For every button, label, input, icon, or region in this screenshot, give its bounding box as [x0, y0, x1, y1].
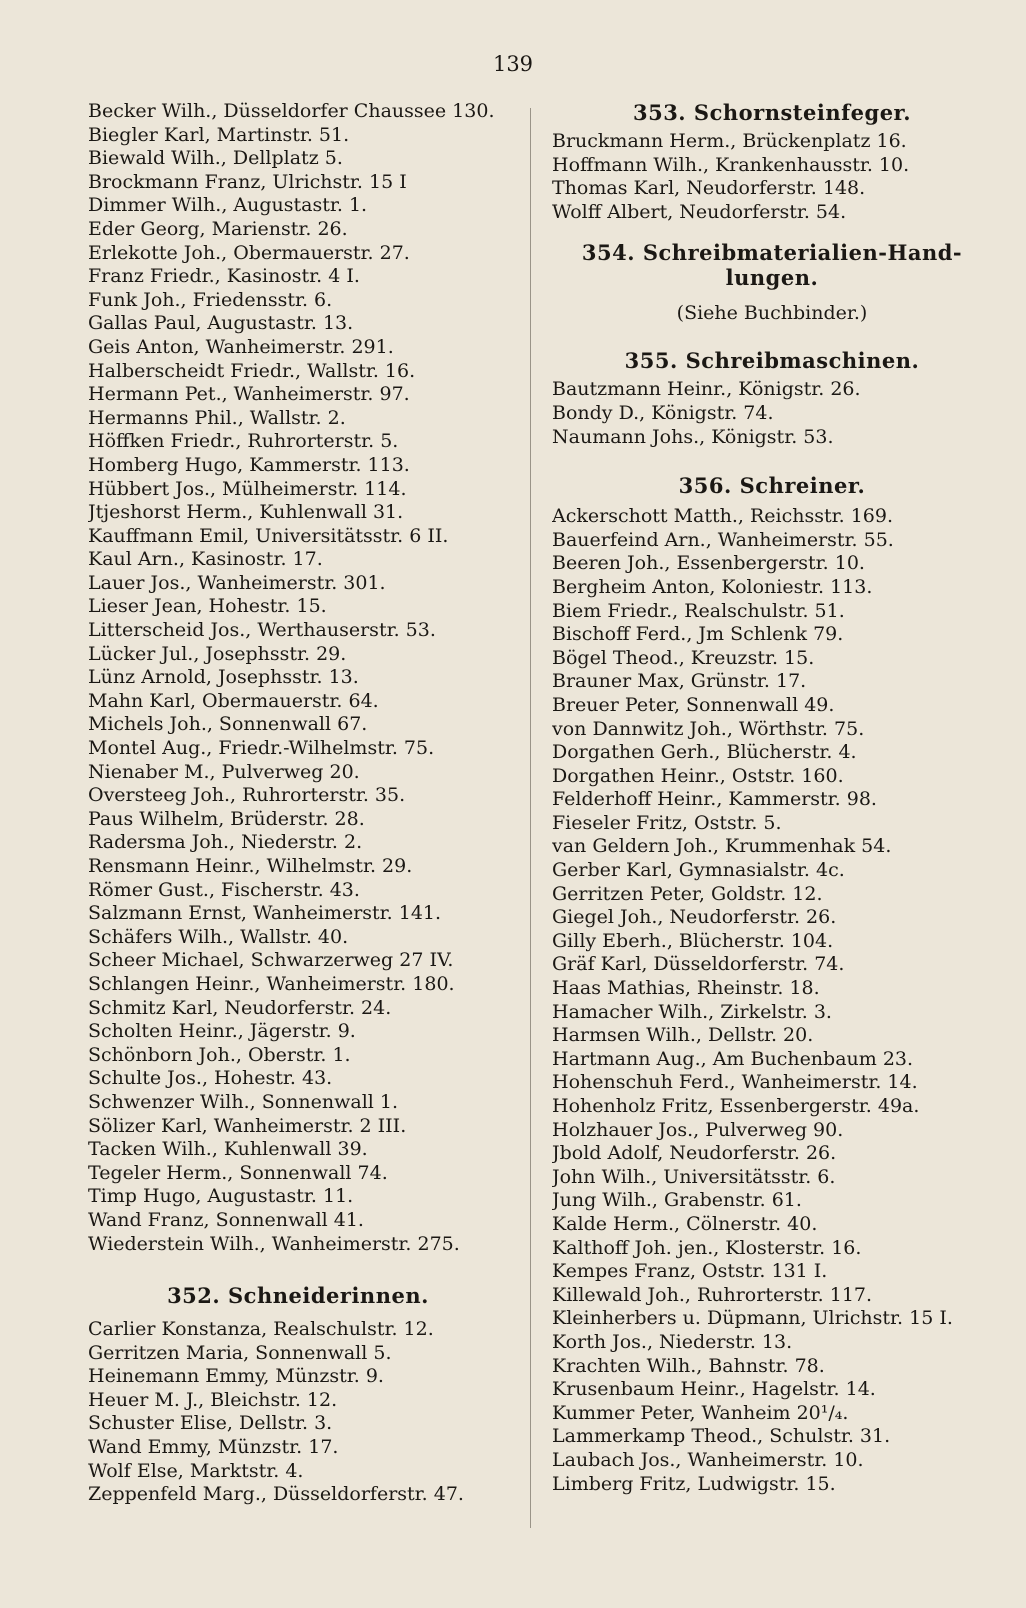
directory-entry: Montel Aug., Friedr.-Wilhelmstr. 75. — [88, 737, 435, 760]
directory-entry: Scholten Heinr., Jägerstr. 9. — [88, 1020, 356, 1043]
directory-entry: Dorgathen Heinr., Oststr. 160. — [552, 764, 844, 787]
directory-entry: Holzhauer Jos., Pulverweg 90. — [552, 1118, 844, 1141]
left-column — [88, 100, 508, 1507]
directory-entry: Schlangen Heinr., Wanheimerstr. 180. — [88, 972, 455, 995]
directory-entry: Heinemann Emmy, Münzstr. 9. — [88, 1365, 384, 1388]
directory-entry: Homberg Hugo, Kammerstr. 113. — [88, 453, 410, 476]
directory-entry: Gerritzen Peter, Goldstr. 12. — [552, 882, 823, 905]
directory-entry: Wolf Else, Marktstr. 4. — [88, 1459, 304, 1482]
directory-entry: Zeppenfeld Marg., Düsseldorferstr. 47. — [88, 1483, 464, 1506]
directory-entry: Eder Georg, Marienstr. 26. — [88, 217, 348, 240]
directory-entry: Biem Friedr., Realschulstr. 51. — [552, 599, 845, 622]
directory-entry: Gerber Karl, Gymnasialstr. 4c. — [552, 859, 845, 882]
directory-entry: Bruckmann Herm., Brückenplatz 16. — [552, 130, 907, 152]
directory-entry: Oversteeg Joh., Ruhrorterstr. 35. — [88, 784, 406, 807]
directory-entry: Giegel Joh., Neudorferstr. 26. — [552, 906, 837, 929]
page-number: 139 — [492, 52, 534, 76]
directory-entry: Jung Wilh., Grabenstr. 61. — [552, 1189, 802, 1212]
section-354-note: (Siehe Buchbinder.) — [676, 302, 868, 325]
directory-entry: Halberscheidt Friedr., Wallstr. 16. — [88, 359, 416, 382]
section-355-list — [552, 378, 992, 449]
directory-entry: Sölizer Karl, Wanheimerstr. 2 III. — [88, 1114, 407, 1137]
directory-entry: Brauner Max, Grünstr. 17. — [552, 670, 807, 693]
directory-entry: Schwenzer Wilh., Sonnenwall 1. — [88, 1090, 399, 1113]
directory-entry: Hamacher Wilh., Zirkelstr. 3. — [552, 1000, 832, 1023]
directory-entry: Gräf Karl, Düsseldorferstr. 74. — [552, 953, 845, 976]
directory-entry: Hoffmann Wilh., Krankenhausstr. 10. — [552, 153, 910, 176]
directory-entry: Franz Friedr., Kasinostr. 4 I. — [88, 265, 360, 288]
section-heading-355: 355. Schreibmaschinen. — [624, 348, 920, 374]
directory-entry: Kleinherbers u. Düpmann, Ulrichstr. 15 I. — [552, 1307, 953, 1330]
directory-entry: Bondy D., Königstr. 74. — [552, 401, 774, 424]
directory-entry: Wiederstein Wilh., Wanheimerstr. 275. — [88, 1232, 460, 1255]
directory-entry: Beeren Joh., Essenbergerstr. 10. — [552, 552, 865, 575]
directory-entry: Paus Wilhelm, Brüderstr. 28. — [88, 807, 365, 830]
directory-entry: Höffken Friedr., Ruhrorterstr. 5. — [88, 430, 399, 453]
directory-entry: Korth Jos., Niederstr. 13. — [552, 1330, 793, 1353]
directory-entry: Brockmann Franz, Ulrichstr. 15 I — [88, 170, 407, 193]
directory-entry: Lauer Jos., Wanheimerstr. 301. — [88, 571, 386, 594]
directory-entry: Geis Anton, Wanheimerstr. 291. — [88, 335, 394, 358]
directory-entry: Gerritzen Maria, Sonnenwall 5. — [88, 1341, 392, 1364]
section-heading-356: 356. Schreiner. — [678, 473, 866, 499]
directory-entry: Becker Wilh., Düsseldorfer Chaussee 130. — [88, 100, 495, 122]
directory-entry: Haas Mathias, Rheinstr. 18. — [552, 977, 820, 1000]
directory-entry: Kalthoff Joh. jen., Klosterstr. 16. — [552, 1236, 862, 1259]
directory-entry: Killewald Joh., Ruhrorterstr. 117. — [552, 1283, 873, 1306]
directory-entry: Jbold Adolf, Neudorferstr. 26. — [552, 1142, 837, 1165]
directory-entry: Biewald Wilh., Dellplatz 5. — [88, 147, 343, 170]
directory-entry: Ackerschott Matth., Reichsstr. 169. — [552, 505, 894, 528]
directory-entry: Tacken Wilh., Kuhlenwall 39. — [88, 1138, 368, 1161]
directory-entry: Wolff Albert, Neudorferstr. 54. — [552, 200, 847, 223]
directory-entry: Tegeler Herm., Sonnenwall 74. — [88, 1161, 388, 1184]
directory-entry: Wand Emmy, Münzstr. 17. — [88, 1436, 339, 1459]
directory-entry: Carlier Konstanza, Realschulstr. 12. — [88, 1318, 434, 1341]
directory-entry: Lammerkamp Theod., Schulstr. 31. — [552, 1425, 891, 1448]
section-heading-354-line1: 354. Schreibmaterialien-Hand- — [581, 240, 963, 266]
directory-entry: Hermann Pet., Wanheimerstr. 97. — [88, 383, 410, 406]
directory-entry: Jtjeshorst Herm., Kuhlenwall 31. — [88, 501, 404, 524]
directory-entry: Hübbert Jos., Mülheimerstr. 114. — [88, 477, 407, 500]
directory-entry: Erlekotte Joh., Obermauerstr. 27. — [88, 241, 410, 264]
column-divider — [530, 108, 531, 1528]
directory-entry: Schmitz Karl, Neudorferstr. 24. — [88, 996, 392, 1019]
directory-entry: Hartmann Aug., Am Buchenbaum 23. — [552, 1047, 914, 1070]
directory-entry: Schönborn Joh., Oberstr. 1. — [88, 1043, 351, 1066]
directory-entry: Limberg Fritz, Ludwigstr. 15. — [552, 1472, 836, 1495]
directory-entry: Schäfers Wilh., Wallstr. 40. — [88, 925, 349, 948]
section-heading-352: 352. Schneiderinnen. — [167, 1283, 429, 1309]
directory-entry: John Wilh., Universitätsstr. 6. — [552, 1165, 836, 1188]
directory-entry: Lünz Arnold, Josephsstr. 13. — [88, 666, 359, 689]
section-356-list — [552, 505, 992, 1496]
directory-entry: Lieser Jean, Hohestr. 15. — [88, 595, 327, 618]
directory-entry: Kalde Herm., Cölnerstr. 40. — [552, 1212, 818, 1235]
directory-entry: Bischoff Ferd., Jm Schlenk 79. — [552, 623, 844, 646]
directory-entry: Dimmer Wilh., Augustastr. 1. — [88, 194, 368, 217]
directory-entry: Dorgathen Gerh., Blücherstr. 4. — [552, 741, 857, 764]
directory-entry: Rensmann Heinr., Wilhelmstr. 29. — [88, 855, 413, 877]
directory-entry: Kaul Arn., Kasinostr. 17. — [88, 548, 323, 571]
directory-entry: van Geldern Joh., Krummenhak 54. — [552, 835, 892, 858]
directory-entry: Krachten Wilh., Bahnstr. 78. — [552, 1354, 825, 1377]
directory-entry: Heuer M. J., Bleichstr. 12. — [88, 1388, 338, 1411]
section-heading-354-line2: lungen. — [725, 265, 819, 291]
directory-entry: Hermanns Phil., Wallstr. 2. — [88, 406, 346, 429]
directory-entry: Kempes Franz, Oststr. 131 I. — [552, 1260, 828, 1283]
directory-entry: Laubach Jos., Wanheimerstr. 10. — [552, 1448, 864, 1471]
directory-entry: Gallas Paul, Augustastr. 13. — [88, 312, 354, 335]
directory-entry: Gilly Eberh., Blücherstr. 104. — [552, 929, 834, 952]
directory-entry: Timp Hugo, Augustastr. 11. — [88, 1185, 354, 1208]
directory-entry: Bautzmann Heinr., Königstr. 26. — [552, 378, 861, 401]
directory-entry: Thomas Karl, Neudorferstr. 148. — [552, 177, 866, 200]
left-entries-list — [88, 100, 508, 1256]
directory-entry: Römer Gust., Fischerstr. 43. — [88, 878, 360, 901]
directory-entry: Michels Joh., Sonnenwall 67. — [88, 713, 368, 736]
directory-entry: Kummer Peter, Wanheim 20¹/₄. — [552, 1401, 849, 1424]
directory-entry: Mahn Karl, Obermauerstr. 64. — [88, 689, 379, 712]
right-column — [552, 100, 992, 1496]
directory-entry: Felderhoff Heinr., Kammerstr. 98. — [552, 788, 877, 811]
directory-entry: Radersma Joh., Niederstr. 2. — [88, 831, 363, 854]
directory-entry: Harmsen Wilh., Dellstr. 20. — [552, 1024, 814, 1047]
directory-entry: Naumann Johs., Königstr. 53. — [552, 425, 834, 448]
section-352-list — [88, 1318, 508, 1507]
directory-entry: Bauerfeind Arn., Wanheimerstr. 55. — [552, 528, 894, 551]
directory-entry: Schuster Elise, Dellstr. 3. — [88, 1412, 333, 1435]
directory-entry: Scheer Michael, Schwarzerweg 27 IV. — [88, 949, 454, 972]
directory-entry: Hohenholz Fritz, Essenbergerstr. 49a. — [552, 1095, 920, 1117]
directory-entry: Bergheim Anton, Koloniestr. 113. — [552, 575, 873, 598]
directory-entry: Wand Franz, Sonnenwall 41. — [88, 1208, 364, 1231]
directory-entry: Kauffmann Emil, Universitätsstr. 6 II. — [88, 524, 449, 547]
directory-entry: Breuer Peter, Sonnenwall 49. — [552, 693, 835, 716]
directory-entry: von Dannwitz Joh., Wörthstr. 75. — [552, 717, 865, 740]
directory-entry: Bögel Theod., Kreuzstr. 15. — [552, 646, 815, 669]
directory-entry: Funk Joh., Friedensstr. 6. — [88, 288, 333, 311]
directory-entry: Fieseler Fritz, Oststr. 5. — [552, 811, 782, 834]
section-353-list — [552, 130, 992, 224]
directory-entry: Hohenschuh Ferd., Wanheimerstr. 14. — [552, 1071, 918, 1094]
directory-entry: Lücker Jul., Josephsstr. 29. — [88, 642, 347, 665]
directory-entry: Biegler Karl, Martinstr. 51. — [88, 123, 350, 146]
directory-entry: Litterscheid Jos., Werthauserstr. 53. — [88, 619, 436, 642]
directory-entry: Salzmann Ernst, Wanheimerstr. 141. — [88, 902, 442, 925]
directory-entry: Krusenbaum Heinr., Hagelstr. 14. — [552, 1378, 876, 1401]
directory-entry: Schulte Jos., Hohestr. 43. — [88, 1067, 333, 1090]
section-heading-354 — [552, 240, 992, 290]
section-heading-353: 353. Schornsteinfeger. — [632, 100, 912, 125]
directory-entry: Nienaber M., Pulverweg 20. — [88, 760, 360, 783]
